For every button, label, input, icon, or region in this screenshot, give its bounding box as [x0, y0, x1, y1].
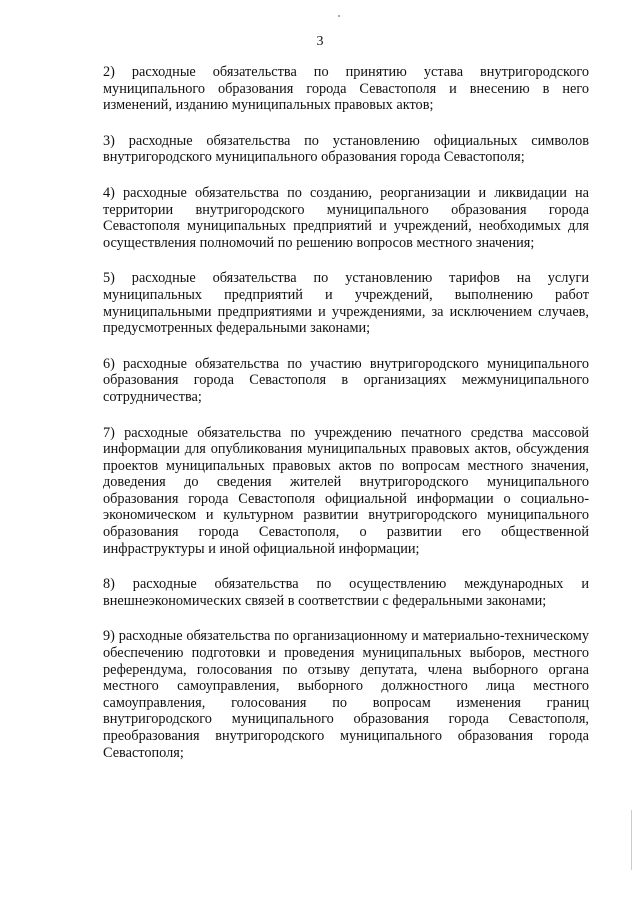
- document-body: [103, 64, 589, 780]
- paragraph-item-4: 4) расходные обязательства по созданию, реорганизации и ликвидации на территории внутригородского муниципального образования города Севастополя муниципальных предприятий и учреждений, необходимых для осуществления полномочий по решению вопросов местного значения;: [103, 184, 589, 251]
- paragraph-item-6: 6) расходные обязательства по участию внутригородского муниципального образования города Севастополя в организациях межмуниципального сотрудничества;: [103, 355, 589, 405]
- scan-speck: [338, 15, 340, 17]
- paragraph-item-2: 2) расходные обязательства по принятию устава внутригородского муниципального образования города Севастополя и внесению в него изменений, изданию муниципальных правовых актов;: [103, 64, 589, 114]
- scan-edge-mark: [631, 810, 632, 870]
- paragraph-item-3: 3) расходные обязательства по установлению официальных символов внутригородского муниципального образования города Севастополя;: [103, 132, 589, 166]
- paragraph-item-5: 5) расходные обязательства по установлению тарифов на услуги муниципальных предприятий и учреждений, выполнению работ муниципальными предприятиями и учреждениями, за исключением случаев, предусмотренных федеральными законами;: [103, 270, 589, 337]
- paragraph-item-8: 8) расходные обязательства по осуществлению международных и внешнеэкономических связей в соответствии с федеральными законами;: [103, 576, 589, 609]
- page-number: 3: [316, 34, 324, 49]
- paragraph-item-7: 7) расходные обязательства по учреждению печатного средства массовой информации для опубликования муниципальных правовых актов, обсуждения проектов муниципальных правовых актов по вопросам местного значения, доведения до сведения жителей внутригородского муниципального образования города Севастополя официальной информации о социально-экономическом и культурном развитии внутригородского муниципального образования города Севастополя, о развитии его общественной инфраструктуры и иной официальной информации;: [103, 424, 589, 557]
- paragraph-item-9: 9) расходные обязательства по организационному и материально-техническому обеспечению подготовки и проведения муниципальных выборов, местного референдума, голосования по отзыву депутата, члена выборного органа местного самоуправления, выборного должностного лица местного самоуправления, голосования по вопросам изменения границ внутригородского муниципального образования города Севастополя, преобразования внутригородского муниципального образования города Севастополя;: [103, 628, 589, 761]
